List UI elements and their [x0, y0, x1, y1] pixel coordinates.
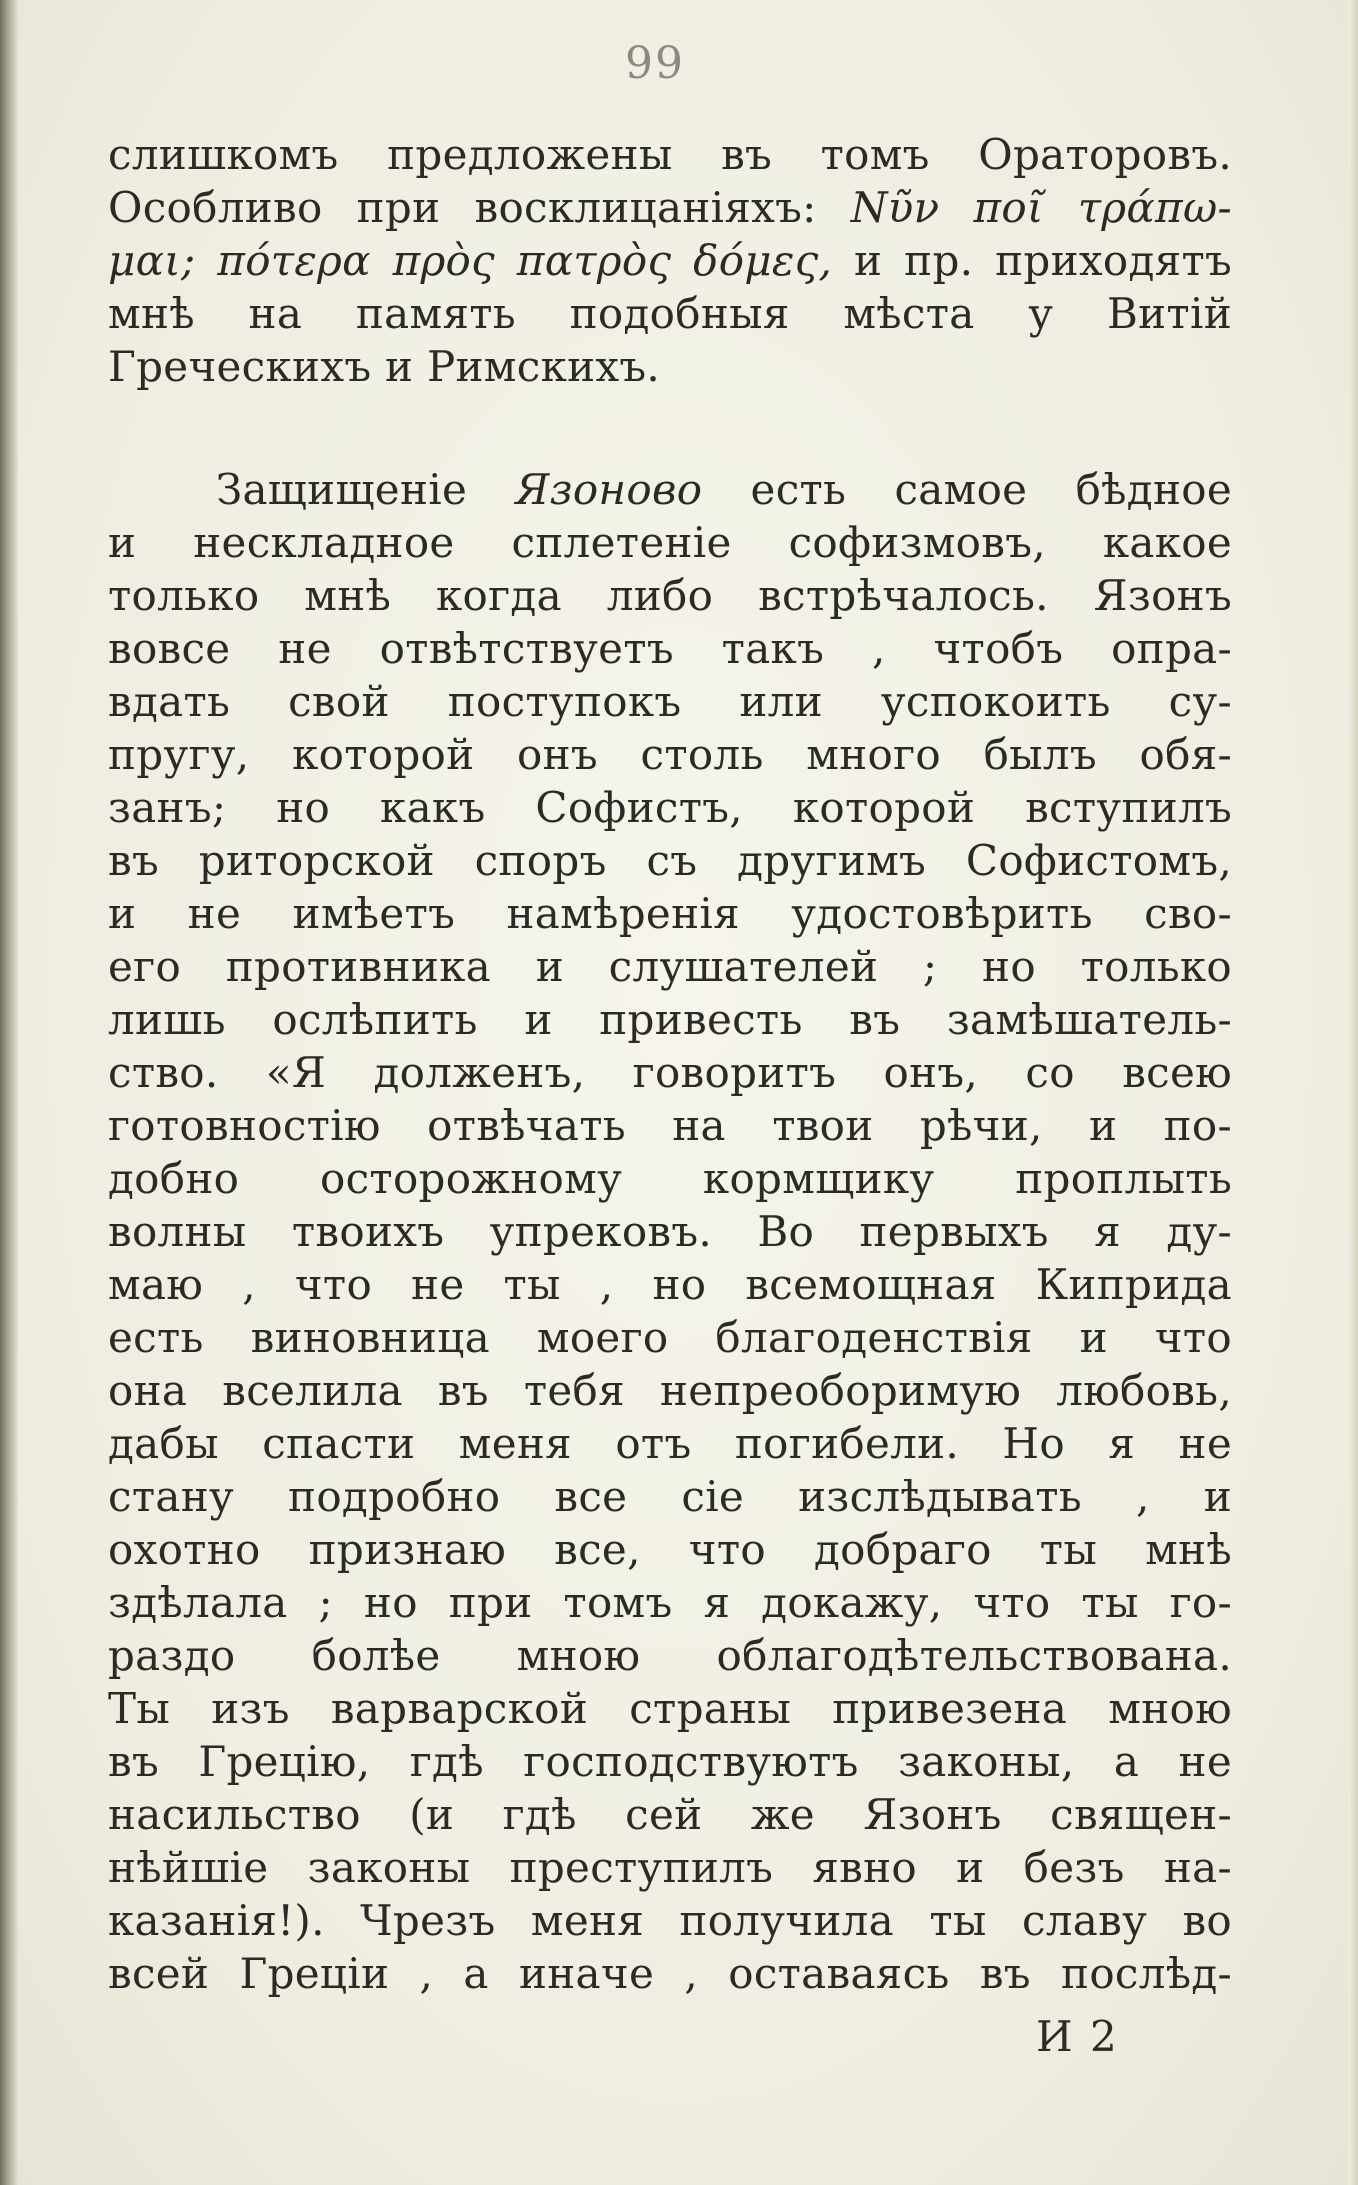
paragraph-2-line-4: вовсе не отвѣтствуетъ такъ , чтобъ опра- — [108, 624, 1232, 673]
paragraph-2-line-17: есть виновница моего благоденствія и что — [108, 1313, 1232, 1362]
paragraph-2-line-8: въ риторской споръ съ другимъ Софистомъ, — [108, 836, 1232, 885]
paragraph-1-line-3-text: и пр. приходятъ — [832, 236, 1232, 285]
paragraph-2-line-9: и не имѣетъ намѣренія удостовѣрить сво- — [108, 889, 1232, 938]
paragraph-2-line-3: только мнѣ когда либо встрѣчалось. Язонъ — [108, 571, 1232, 620]
paragraph-2-line-22: здѣлала ; но при томъ я докажу, что ты го- — [108, 1578, 1232, 1627]
paragraph-gap — [108, 393, 1232, 463]
paragraph-2-line-5: вдать свой поступокъ или успокоить су- — [108, 677, 1232, 726]
paragraph-1-line-4: мнѣ на память подобныя мѣста у Витій — [108, 289, 1232, 338]
paragraph-2-line-20: стану подробно все сіе изслѣдывать , и — [108, 1472, 1232, 1521]
paragraph-2-line-23: раздо болѣе мною облагодѣтельствована. — [108, 1631, 1232, 1680]
paragraph-1-line-5: Греческихъ и Римскихъ. — [108, 342, 661, 391]
paragraph-2-line-13: готовностію отвѣчать на твои рѣчи, и по- — [108, 1101, 1232, 1150]
paragraph-2-line-26: насильство (и гдѣ сей же Язонъ священ- — [108, 1790, 1232, 1839]
signature-mark: И 2 — [1036, 2012, 1119, 2061]
paragraph-1-line-3 — [108, 234, 1232, 287]
paragraph-2-line-27: нѣйшіе законы преступилъ явно и безъ на- — [108, 1843, 1232, 1892]
paragraph-2-line-29: всей Греціи , а иначе , оставаясь въ послѣд- — [108, 1949, 1232, 1998]
paragraph-2-line-2: и нескладное сплетеніе софизмовъ, какое — [108, 518, 1232, 567]
paragraph-2-line-28: казанія!). Чрезъ меня получила ты славу во — [108, 1896, 1232, 1945]
paragraph-1-line-2 — [108, 181, 1232, 234]
greek-quotation-part-2: μαι; πότερα πρὸς πατρὸς δόμες, — [108, 236, 833, 285]
paragraph-1-line-2-text: Особливо при восклицаніяхъ: — [108, 183, 851, 232]
paragraph-2-line-15: волны твоихъ упрековъ. Во первыхъ я ду- — [108, 1207, 1232, 1256]
paragraph-2-line-21: охотно признаю все, что добраго ты мнѣ — [108, 1525, 1232, 1574]
page-text-body — [108, 128, 1232, 2000]
paragraph-2-line-1-start: Защищеніе — [216, 465, 516, 514]
paragraph-2-line-7: занъ; но какъ Софистъ, которой вступилъ — [108, 783, 1232, 832]
paragraph-2-line-24: Ты изъ варварской страны привезена мною — [108, 1684, 1232, 1733]
paragraph-2-line-18: она вселила въ тебя непреоборимую любовь, — [108, 1366, 1232, 1415]
page-number: 99 — [625, 38, 685, 89]
page-edge-shadow — [1348, 0, 1358, 2185]
paragraph-2-line-12: ство. «Я долженъ, говоритъ онъ, со всею — [108, 1048, 1232, 1097]
paragraph-2-line-1-end: есть самое бѣдное — [702, 465, 1232, 514]
paragraph-2-line-10: его противника и слушателей ; но только — [108, 942, 1232, 991]
paragraph-2-line-25: въ Грецію, гдѣ господствуютъ законы, а не — [108, 1737, 1232, 1786]
paragraph-2-line-1 — [108, 463, 1232, 516]
greek-quotation-part-1: Νῦν ποῖ τράπω- — [850, 183, 1232, 232]
paragraph-2-line-19: дабы спасти меня отъ погибели. Но я не — [108, 1419, 1232, 1468]
paragraph-2-line-11: лишь ослѣпить и привесть въ замѣшатель- — [108, 995, 1232, 1044]
paragraph-2-line-6: пругу, которой онъ столь много былъ обя- — [108, 730, 1232, 779]
paragraph-1-line-1: слишкомъ предложены въ томъ Ораторовъ. — [108, 130, 1232, 179]
paragraph-2-line-14: добно осторожному кормщику проплыть — [108, 1154, 1232, 1203]
paragraph-2-line-16: маю , что не ты , но всемощная Киприда — [108, 1260, 1232, 1309]
italic-name-jason: Язоново — [515, 465, 703, 514]
book-spine-shadow — [0, 0, 18, 2185]
